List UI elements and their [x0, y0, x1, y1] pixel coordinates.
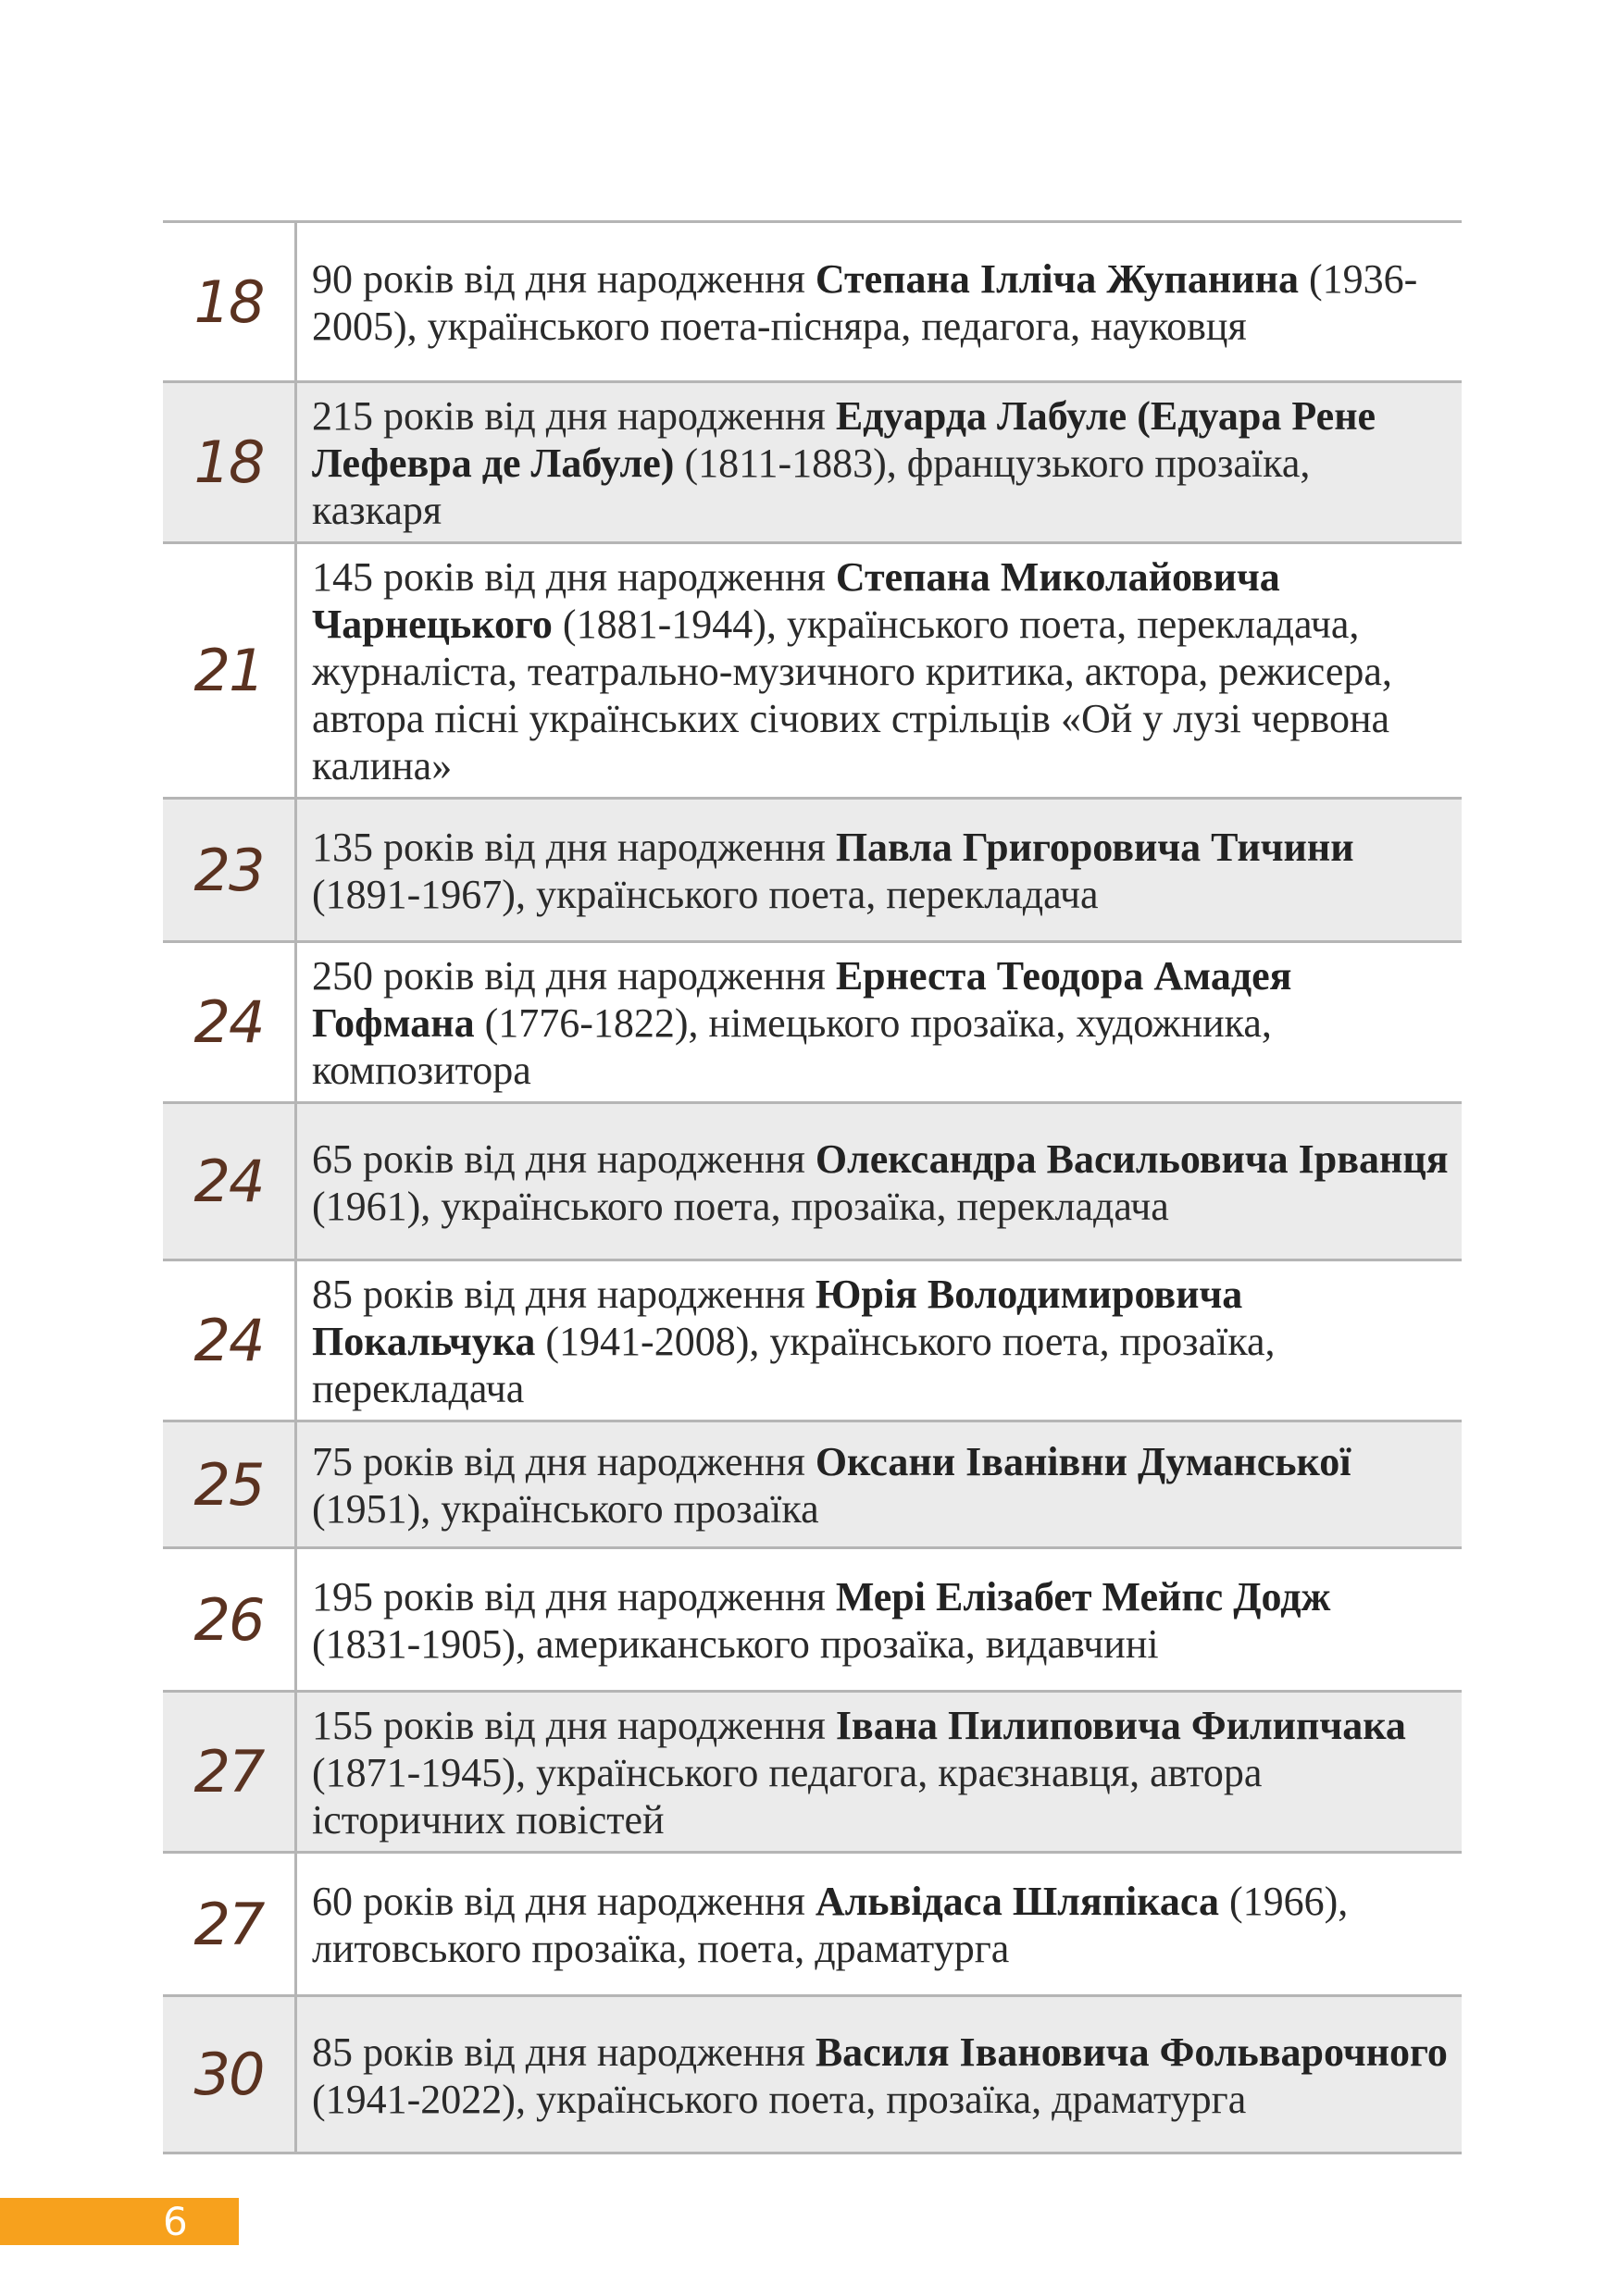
table-row	[163, 799, 1462, 942]
day-number: 26	[163, 1548, 296, 1692]
table-row	[163, 1996, 1462, 2153]
entry-prefix: 195 років від дня народження	[312, 1574, 836, 1620]
entry-details: (1891-1967), українського поета, перекладача	[312, 872, 1099, 917]
entry-text	[296, 942, 1463, 1103]
entry-details: (1871-1945), українського педагога, краєзнавця, автора історичних повістей	[312, 1750, 1263, 1843]
person-name: Івана Пилиповича Филипчака	[835, 1703, 1406, 1748]
day-number: 24	[163, 942, 296, 1103]
table-row	[163, 1260, 1462, 1421]
person-name: Юрія Володимировича Покальчука	[312, 1272, 1243, 1364]
person-name: Василя Івановича Фольварочного	[815, 2029, 1448, 2075]
entry-prefix: 85 років від дня народження	[312, 1272, 816, 1317]
entry-details: (1951), українського прозаїка	[312, 1486, 819, 1532]
table-row	[163, 1421, 1462, 1548]
entry-prefix: 75 років від дня народження	[312, 1439, 816, 1484]
day-number: 23	[163, 799, 296, 942]
day-number: 30	[163, 1996, 296, 2153]
table-row	[163, 1548, 1462, 1692]
entry-details: (1881-1944), українського поета, перекладача, журналіста, театрально-музичного критика, актора, режисера, автора пісні українських січових стрільців «Ой у лузі червона калина»	[312, 602, 1392, 788]
entry-text	[296, 1996, 1463, 2153]
page-number: 6	[163, 2199, 188, 2244]
entry-details: (1966), литовського прозаїка, поета, драматурга	[312, 1879, 1349, 1971]
person-name: Мері Елізабет Мейпс Додж	[835, 1574, 1331, 1620]
entry-details: (1831-1905), американського прозаїка, видавчині	[312, 1621, 1159, 1667]
table-row	[163, 1853, 1462, 1996]
day-number: 24	[163, 1260, 296, 1421]
day-number: 27	[163, 1692, 296, 1853]
page-number-bar	[0, 2198, 239, 2245]
entry-prefix: 85 років від дня народження	[312, 2029, 816, 2075]
entry-text	[296, 1548, 1463, 1692]
anniversary-table	[163, 220, 1462, 2154]
table-row	[163, 1103, 1462, 1260]
entry-prefix: 135 років від дня народження	[312, 825, 836, 870]
day-number: 21	[163, 543, 296, 799]
day-number: 18	[163, 222, 296, 382]
person-name: Оксани Іванівни Думанської	[815, 1439, 1351, 1484]
person-name: Степана Миколайовича Чарнецького	[312, 554, 1280, 647]
table-row	[163, 942, 1462, 1103]
entry-text	[296, 1853, 1463, 1996]
entry-prefix: 65 років від дня народження	[312, 1136, 816, 1182]
table-row	[163, 1692, 1462, 1853]
day-number: 25	[163, 1421, 296, 1548]
entry-details: (1811-1883), французького прозаїка, казкаря	[312, 441, 1311, 533]
person-name: Едуарда Лабуле (Едуара Рене Лефевра де Лабуле)	[312, 393, 1376, 486]
person-name: Степана Ілліча Жупанина	[815, 256, 1299, 302]
entry-prefix: 90 років від дня народження	[312, 256, 816, 302]
entry-text	[296, 1260, 1463, 1421]
entry-prefix: 60 років від дня народження	[312, 1879, 816, 1924]
entry-text	[296, 543, 1463, 799]
table-row	[163, 543, 1462, 799]
day-number: 18	[163, 382, 296, 543]
entry-prefix: 215 років від дня народження	[312, 393, 836, 439]
day-number: 27	[163, 1853, 296, 1996]
entry-text	[296, 382, 1463, 543]
entry-text	[296, 222, 1463, 382]
table-row	[163, 222, 1462, 382]
day-number: 24	[163, 1103, 296, 1260]
entry-text	[296, 1421, 1463, 1548]
person-name: Альвідаса Шляпікаса	[815, 1879, 1219, 1924]
person-name: Павла Григоровича Тичини	[835, 825, 1354, 870]
person-name: Олександра Васильовича Ірванця	[815, 1136, 1449, 1182]
entry-text	[296, 799, 1463, 942]
entry-prefix: 250 років від дня народження	[312, 953, 836, 999]
table-row	[163, 382, 1462, 543]
entry-details: (1961), українського поета, прозаїка, перекладача	[312, 1183, 1169, 1229]
entry-details: (1776-1822), німецького прозаїка, художника, композитора	[312, 1000, 1272, 1093]
entry-prefix: 145 років від дня народження	[312, 554, 836, 600]
entry-details: (1936-2005), українського поета-пісняра, педагога, науковця	[312, 256, 1418, 349]
entry-text	[296, 1103, 1463, 1260]
entry-text	[296, 1692, 1463, 1853]
person-name: Ернеста Теодора Амадея Гофмана	[312, 953, 1292, 1046]
entry-prefix: 155 років від дня народження	[312, 1703, 836, 1748]
entry-details: (1941-2022), українського поета, прозаїка, драматурга	[312, 2076, 1247, 2122]
entry-details: (1941-2008), українського поета, прозаїка, перекладача	[312, 1319, 1276, 1411]
